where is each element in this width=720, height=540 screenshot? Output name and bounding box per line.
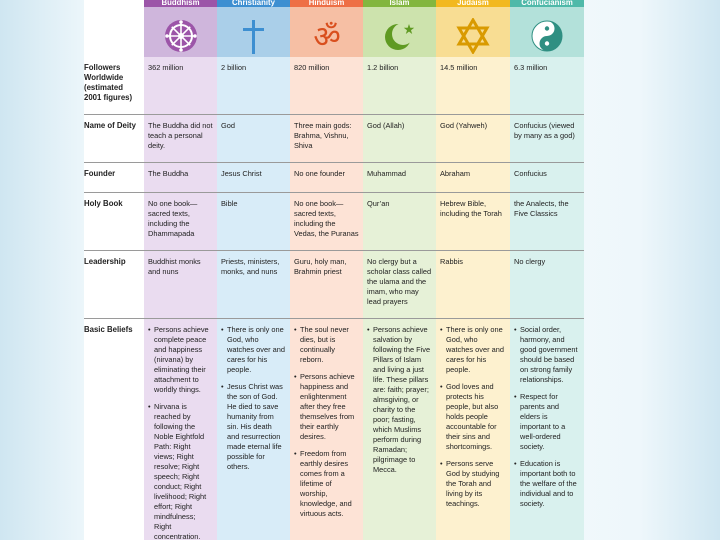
cell: 14.5 million — [436, 57, 510, 114]
cell: No clergy — [510, 250, 584, 318]
row-holy-book — [84, 192, 584, 250]
cell: God — [217, 114, 290, 162]
header-buddhism — [144, 0, 217, 57]
row-deity — [84, 114, 584, 162]
row-basic-beliefs — [84, 318, 584, 540]
belief-item: • There is only one God, who watches over and cares for his people. — [446, 325, 506, 375]
corner-cell — [84, 0, 144, 57]
header-hinduism — [290, 0, 363, 57]
cell: No one book— sacred texts, including the Dhammapada — [144, 192, 217, 250]
star-of-david-icon — [455, 18, 491, 54]
yin-yang-icon — [529, 18, 565, 54]
beliefs-cell — [510, 318, 584, 540]
cell: The Buddha — [144, 162, 217, 192]
header-christianity — [217, 0, 290, 57]
religion-name: Confucianism — [510, 0, 584, 7]
cell: No one book—sacred texts, including the Vedas, the Puranas — [290, 192, 363, 250]
cell: 820 million — [290, 57, 363, 114]
belief-item: • Persons achieve happiness and enlightenment after they free themselves from their earthly desires. — [300, 372, 359, 442]
cell: Qur’an — [363, 192, 436, 250]
belief-item: • Jesus Christ was the son of God. He died to save humanity from sin. His death and resurrection made eternal life possible for others. — [227, 382, 286, 472]
cell: Hebrew Bible, including the Torah — [436, 192, 510, 250]
cell: 362 million — [144, 57, 217, 114]
cell: Rabbis — [436, 250, 510, 318]
belief-item: • Persons achieve salvation by following the Five Pillars of Islam and living a just life. These pillars are: faith; prayer; almsgiving, or charity to the poor; fasting, which Muslims perform during Ramadan; pilgrimage to Mecca. — [373, 325, 432, 475]
beliefs-cell — [436, 318, 510, 540]
header-confucianism — [510, 0, 584, 57]
religion-name: Buddhism — [144, 0, 217, 7]
cell: 6.3 million — [510, 57, 584, 114]
belief-item: • Social order, harmony, and good government should be based on strong family relationships. — [520, 325, 580, 385]
cell: Priests, ministers, monks, and nuns — [217, 250, 290, 318]
row-founder — [84, 162, 584, 192]
header-islam — [363, 0, 436, 57]
row-label: Basic Beliefs — [84, 318, 144, 540]
header-row — [84, 0, 584, 57]
cell: Guru, holy man, Brahmin priest — [290, 250, 363, 318]
beliefs-cell — [290, 318, 363, 540]
belief-item: • God loves and protects his people, but also holds people accountable for their sins and shortcomings. — [446, 382, 506, 452]
header-judaism — [436, 0, 510, 57]
belief-item: • Persons serve God by studying the Torah and living by its teachings. — [446, 459, 506, 509]
row-leadership — [84, 250, 584, 318]
row-label: Followers Worldwide (estimated 2001 figures) — [84, 57, 144, 114]
cell: 2 billion — [217, 57, 290, 114]
cell: No clergy but a scholar class called the ulama and the imam, who may lead prayers — [363, 250, 436, 318]
cross-icon — [239, 18, 269, 54]
cell: The Buddha did not teach a personal deity. — [144, 114, 217, 162]
cell: No one founder — [290, 162, 363, 192]
cell: Jesus Christ — [217, 162, 290, 192]
dharma-wheel-icon — [163, 18, 199, 54]
om-icon — [309, 18, 345, 54]
comparison-table — [84, 0, 584, 540]
cell: Abraham — [436, 162, 510, 192]
cell: Confucius (viewed by many as a god) — [510, 114, 584, 162]
belief-item: • Freedom from earthly desires comes from a lifetime of worship, knowledge, and virtuous acts. — [300, 449, 359, 519]
crescent-star-icon — [382, 18, 418, 54]
belief-item: • Nirvana is reached by following the Noble Eightfold Path: Right views; Right resolve; Right speech; Right conduct; Right livelihood; Right effort; Right mindfulness; Right concentration. — [154, 402, 213, 540]
row-label: Leadership — [84, 250, 144, 318]
row-label: Founder — [84, 162, 144, 192]
cell: Muhammad — [363, 162, 436, 192]
religion-name: Judaism — [436, 0, 510, 7]
belief-item: • Persons achieve complete peace and happiness (nirvana) by eliminating their attachment to worldly things. — [154, 325, 213, 395]
religion-name: Christianity — [217, 0, 290, 7]
cell: 1.2 billion — [363, 57, 436, 114]
beliefs-cell — [363, 318, 436, 540]
belief-item: • Education is important both to the welfare of the individual and to society. — [520, 459, 580, 509]
row-followers — [84, 57, 584, 114]
beliefs-cell — [144, 318, 217, 540]
religion-name: Islam — [363, 0, 436, 7]
cell: the Analects, the Five Classics — [510, 192, 584, 250]
cell: Confucius — [510, 162, 584, 192]
cell: God (Yahweh) — [436, 114, 510, 162]
cell: Bible — [217, 192, 290, 250]
cell: God (Allah) — [363, 114, 436, 162]
belief-item: • The soul never dies, but is continually reborn. — [300, 325, 359, 365]
svg-text:ॐ: ॐ — [312, 20, 341, 54]
row-label: Holy Book — [84, 192, 144, 250]
beliefs-cell — [217, 318, 290, 540]
belief-item: • Respect for parents and elders is important to a well-ordered society. — [520, 392, 580, 452]
religion-name: Hinduism — [290, 0, 363, 7]
religions-comparison-chart — [84, 0, 584, 540]
cell: Buddhist monks and nuns — [144, 250, 217, 318]
belief-item: • There is only one God, who watches over and cares for his people. — [227, 325, 286, 375]
row-label: Name of Deity — [84, 114, 144, 162]
cell: Three main gods: Brahma, Vishnu, Shiva — [290, 114, 363, 162]
